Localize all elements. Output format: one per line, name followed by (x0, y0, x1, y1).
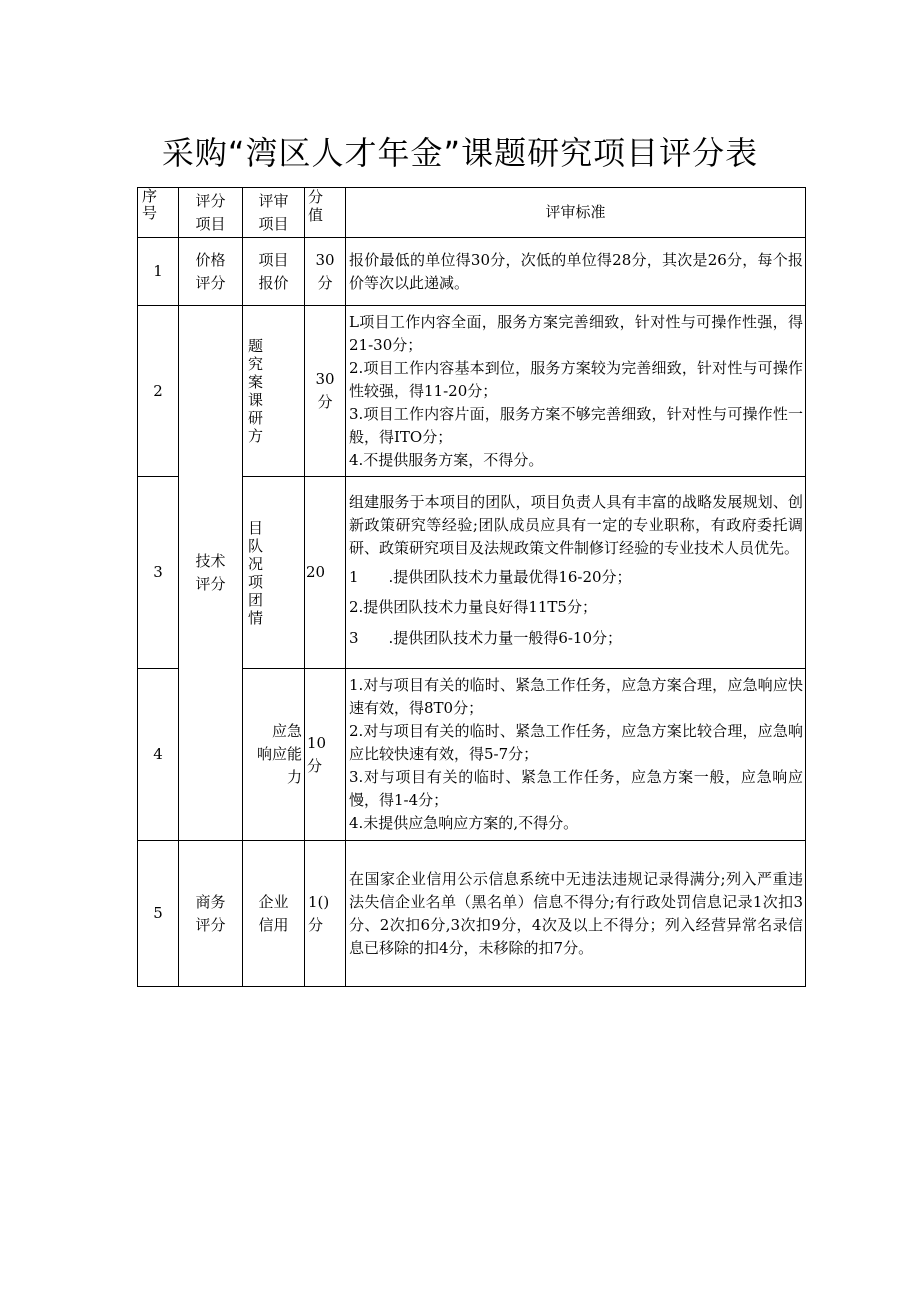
row-criteria (346, 669, 806, 841)
row-seq: 1 (138, 238, 179, 306)
row-item: 项目 报价 (243, 238, 305, 306)
row-points: 10 分 (305, 669, 346, 841)
row-category: 价格 评分 (179, 238, 243, 306)
criteria-line: 2.对与项目有关的临时、紧急工作任务，应急方案比较合理，应急响应比较快速有效，得5-7分； (349, 722, 803, 763)
row-points: 1() 分 (305, 841, 346, 987)
row-points: 30 分 (305, 306, 346, 477)
criteria-line: 4.未提供应急响应方案的,不得分。 (349, 814, 579, 832)
row-criteria (346, 238, 806, 306)
criteria-line: 组建服务于本项目的团队，项目负责人具有丰富的战略发展规划、创新政策研究等经验;团队成员应具有一定的专业职称，有政府委托调研、政策研究项目及法规政策文件制修订经验的专业技术人员优先。 (349, 492, 803, 557)
scoring-table (137, 187, 806, 987)
row-points: 30 分 (305, 238, 346, 306)
row-item: 企业 信用 (243, 841, 305, 987)
criteria-line: 2.项目工作内容基本到位，服务方案较为完善细致，针对性与可操作性较强，得11-20分； (349, 358, 803, 400)
criteria-line: 在国家企业信用公示信息系统中无违法违规记录得满分;列入严重违法失信企业名单（黑名单）信息不得分;有行政处罚信息记录1次扣3分、2次扣6分,3次扣9分，4次及以上不得分；列入经营异常名录信息已移除的扣4分，未移除的扣7分。 (349, 869, 803, 957)
row-item: 应急 响应能 力 (243, 669, 305, 841)
row-seq: 2 (138, 306, 179, 477)
criteria-line: 3.对与项目有关的临时、紧急工作任务，应急方案一般，应急响应慢，得1-4分； (349, 768, 803, 809)
table-row (138, 841, 806, 987)
criteria-line: L项目工作内容全面，服务方案完善细致，针对性与可操作性强，得21-30分； (349, 312, 803, 354)
header-item: 评审 项目 (243, 188, 305, 238)
criteria-line: 1.对与项目有关的临时、紧急工作任务，应急方案合理，应急响应快速有效，得8T0分； (349, 676, 803, 717)
table-row (138, 238, 806, 306)
row-item: 题 究 案 课 研 方 (243, 306, 305, 477)
criteria-line: 4.不提供服务方案，不得分。 (349, 450, 544, 469)
header-criteria: 评审标准 (346, 188, 806, 238)
criteria-line: 报价最低的单位得30分，次低的单位得28分，其次是26分，每个报价等次以此递减。 (349, 250, 803, 292)
table-row (138, 306, 806, 477)
header-category: 评分 项目 (179, 188, 243, 238)
row-category-tech: 技术 评分 (179, 306, 243, 841)
row-points: 20 (305, 477, 346, 669)
criteria-line: 3.项目工作内容片面，服务方案不够完善细致，针对性与可操作性一般，得ITO分； (349, 404, 803, 446)
header-points: 分 值 (305, 188, 346, 238)
header-row (138, 188, 806, 238)
page-title: 采购“湾区人才年金”课题研究项目评分表 (161, 134, 759, 172)
row-criteria (346, 841, 806, 987)
row-category: 商务 评分 (179, 841, 243, 987)
row-seq: 4 (138, 669, 179, 841)
criteria-line: 2.提供团队技术力量良好得11T5分； (349, 597, 597, 616)
row-criteria (346, 477, 806, 669)
criteria-line: 1 .提供团队技术力量最优得16-20分； (349, 567, 632, 586)
row-criteria (346, 306, 806, 477)
row-item: 目 队 况 项 团 情 (243, 477, 305, 669)
header-seq: 序 号 (138, 188, 179, 238)
row-seq: 5 (138, 841, 179, 987)
row-seq: 3 (138, 477, 179, 669)
criteria-line: 3 .提供团队技术力量一般得6-10分； (349, 628, 623, 647)
